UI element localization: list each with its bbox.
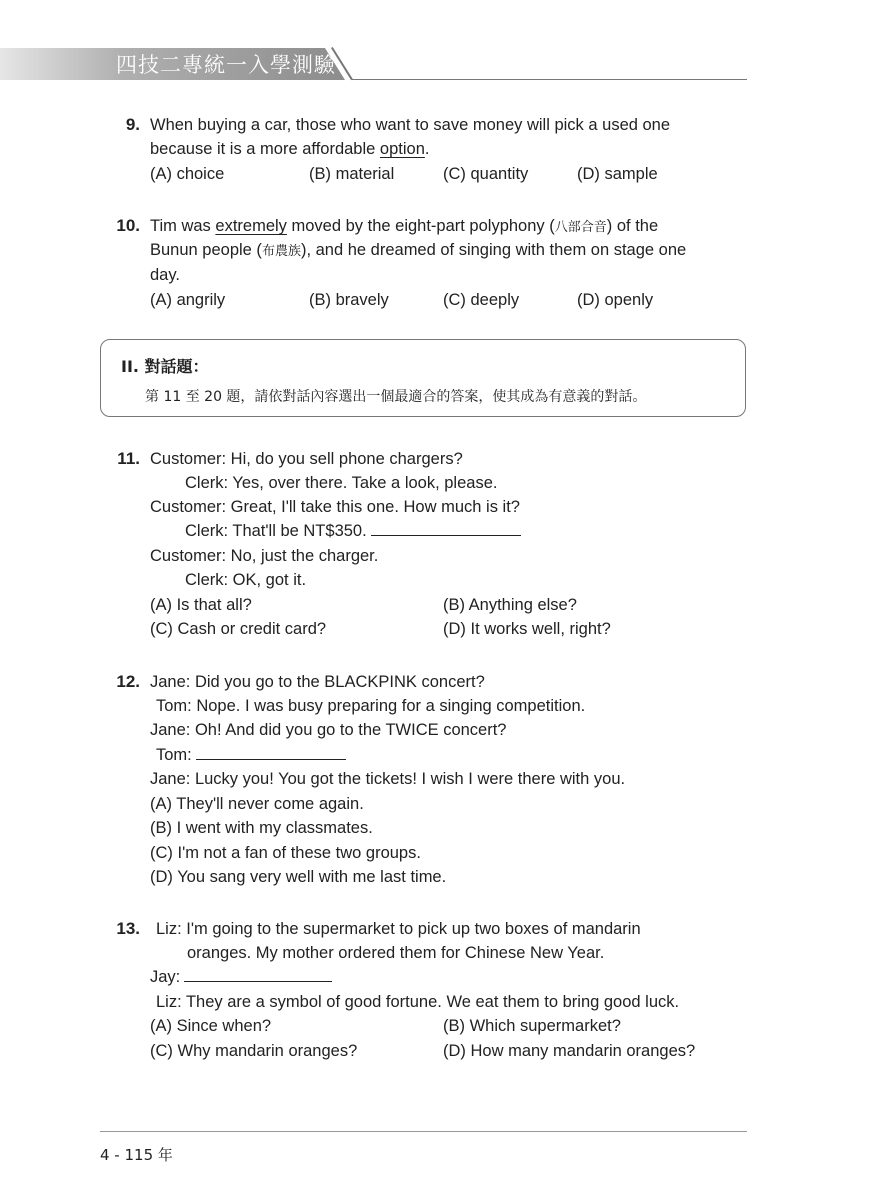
option-a[interactable]: (A) Is that all?: [150, 596, 252, 614]
question-number: 11.: [117, 449, 140, 468]
option-b[interactable]: (B) Which supermarket?: [443, 1017, 621, 1035]
answer-blank: [371, 519, 521, 536]
dialogue-line: Liz: I'm going to the supermarket to pick up two boxes of mandarin: [156, 920, 641, 938]
header-rule: [352, 79, 747, 80]
option-d[interactable]: (D) How many mandarin oranges?: [443, 1042, 696, 1060]
question-number: 12.: [116, 672, 140, 691]
option-a[interactable]: (A) choice: [150, 165, 225, 183]
question-number: 10.: [116, 216, 140, 235]
option-a[interactable]: (A) Since when?: [150, 1017, 272, 1035]
chinese-gloss: 布農族: [261, 244, 301, 259]
dialogue-line: Clerk: Yes, over there. Take a look, please.: [185, 474, 498, 492]
dialogue-line: oranges. My mother ordered them for Chinese New Year.: [187, 944, 605, 962]
option-d[interactable]: (D) openly: [577, 291, 654, 309]
option-d[interactable]: (D) It works well, right?: [443, 620, 611, 638]
stem-text: moved by the eight-part polyphony (: [286, 217, 555, 235]
footer-rule: [100, 1131, 747, 1132]
dialogue-text: Jay:: [150, 968, 181, 986]
option-d[interactable]: (D) sample: [577, 165, 658, 183]
option-b[interactable]: (B) I went with my classmates.: [150, 819, 373, 837]
dialogue-line: Jane: Did you go to the BLACKPINK concert?: [150, 673, 485, 691]
option-c[interactable]: (C) deeply: [443, 291, 520, 309]
dialogue-line: Customer: No, just the charger.: [150, 547, 379, 565]
dialogue-line: [150, 965, 332, 990]
dialogue-line: Liz: They are a symbol of good fortune. We eat them to bring good luck.: [156, 993, 680, 1011]
option-b[interactable]: (B) material: [309, 165, 395, 183]
dialogue-text: Clerk: That'll be NT$350.: [185, 522, 367, 540]
dialogue-line: Jane: Oh! And did you go to the TWICE concert?: [150, 721, 507, 739]
section-instructions: [100, 339, 746, 417]
option-a[interactable]: (A) They'll never come again.: [150, 795, 364, 813]
option-c[interactable]: (C) Why mandarin oranges?: [150, 1042, 358, 1060]
dialogue-text: Tom:: [156, 746, 192, 764]
header-title: 四技二專統一入學測驗: [116, 53, 336, 77]
dialogue-line: Jane: Lucky you! You got the tickets! I wish I were there with you.: [150, 770, 626, 788]
dialogue-line: Tom: Nope. I was busy preparing for a singing competition.: [156, 697, 586, 715]
question-stem-line: [150, 137, 429, 162]
section-title: II. 對話題：: [121, 357, 209, 376]
page-number: 4 - 115 年: [100, 1146, 173, 1164]
question-stem-line: [150, 238, 686, 265]
option-c[interactable]: (C) I'm not a fan of these two groups.: [150, 844, 421, 862]
option-a[interactable]: (A) angrily: [150, 291, 226, 309]
chinese-gloss: 八部合音: [554, 220, 607, 235]
stem-text: Bunun people (: [150, 241, 262, 259]
answer-blank: [196, 743, 346, 760]
stem-text: .: [424, 140, 430, 158]
option-c[interactable]: (C) quantity: [443, 165, 529, 183]
stem-text: because it is a more affordable: [150, 140, 380, 158]
underlined-word: option: [379, 140, 425, 158]
answer-blank: [184, 965, 332, 982]
question-number: 13.: [116, 919, 140, 938]
dialogue-line: [156, 743, 346, 768]
dialogue-line: [185, 519, 521, 544]
dialogue-line: Customer: Great, I'll take this one. How much is it?: [150, 498, 520, 516]
section-description: 第 11 至 20 題，請依對話內容選出一個最適合的答案，使其成為有意義的對話。: [145, 389, 647, 405]
stem-text: ) of the: [606, 217, 659, 235]
option-b[interactable]: (B) Anything else?: [443, 596, 577, 614]
option-b[interactable]: (B) bravely: [309, 291, 389, 309]
stem-text: Tim was: [150, 217, 216, 235]
underlined-word: extremely: [215, 217, 287, 235]
question-number: 9.: [125, 115, 140, 134]
stem-text: ), and he dreamed of singing with them on stage one: [300, 241, 687, 259]
question-stem-line: When buying a car, those who want to save money will pick a used one: [150, 116, 671, 134]
question-stem-line: [150, 214, 658, 241]
dialogue-line: Customer: Hi, do you sell phone chargers?: [150, 450, 463, 468]
option-d[interactable]: (D) You sang very well with me last time.: [150, 868, 447, 886]
option-c[interactable]: (C) Cash or credit card?: [150, 620, 327, 638]
dialogue-line: Clerk: OK, got it.: [185, 571, 307, 589]
question-stem-line: day.: [150, 266, 180, 284]
